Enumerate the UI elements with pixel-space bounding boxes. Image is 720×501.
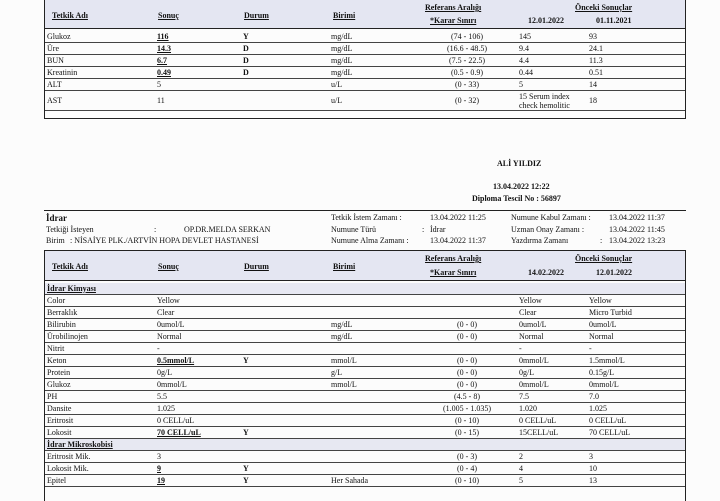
previous-result-2: 93 [587,31,685,43]
top-header-name: Tetkik Adı [52,11,88,20]
test-reference [417,343,517,355]
previous-result-1: 9.4 [517,43,587,55]
test-reference: (0 - 15) [417,427,517,439]
accept-label: Numune Kabul Zamanı : [511,213,591,222]
test-result: 70 CELL/uL [155,427,241,439]
test-reference: (0 - 0) [417,319,517,331]
previous-result-2: 18 [587,91,685,111]
previous-result-2: 0 CELL/uL [587,415,685,427]
test-status [241,295,329,307]
table-row [45,307,685,319]
sample-take-value: 13.04.2022 11:37 [430,236,486,245]
test-status: Y [241,475,329,487]
previous-result-1: Clear [517,307,587,319]
previous-result-2: 0umol/L [587,319,685,331]
req-time-label: Tetkik İstem Zamanı : [331,213,402,222]
top-results-table [45,31,685,111]
test-unit [329,451,417,463]
table-row [45,403,685,415]
test-reference: (0 - 32) [417,91,517,111]
sample-take-label: Numune Alma Zamanı : [331,236,409,245]
bottom-header-date2: 12.01.2022 [596,268,632,277]
table-row [45,379,685,391]
test-name: Nitrit [45,343,155,355]
test-result: 5 [155,79,241,91]
previous-result-1: 4 [517,463,587,475]
test-status [241,307,329,319]
info-top-rule [44,210,686,211]
test-name: Berraklık [45,307,155,319]
previous-result-2: 24.1 [587,43,685,55]
table-row [45,331,685,343]
previous-result-2: 0.51 [587,67,685,79]
test-status: Y [241,463,329,475]
requester-value: OP.DR.MELDA SERKAN [184,225,271,234]
previous-result-1: 15 Serum index check hemolitic [517,91,587,111]
test-name: Glukoz [45,379,155,391]
top-header-ref: Referans Aralığı [425,3,482,12]
test-status [241,91,329,111]
previous-result-2: Micro Turbid [587,307,685,319]
test-unit: mmol/L [329,379,417,391]
previous-result-2: 3 [587,451,685,463]
previous-result-2: 13 [587,475,685,487]
test-reference: (0 - 0) [417,331,517,343]
test-result: 0umol/L [155,319,241,331]
test-reference: (0 - 0) [417,355,517,367]
test-name: Keton [45,355,155,367]
previous-result-1: 2 [517,451,587,463]
top-header-unit: Birimi [333,11,356,20]
test-result: 1.025 [155,403,241,415]
table-row [45,415,685,427]
test-unit: mg/dL [329,31,417,43]
test-unit: mg/dL [329,319,417,331]
previous-result-1: 145 [517,31,587,43]
sample-type-sep: : [422,225,425,234]
test-status: Y [241,427,329,439]
test-status [241,319,329,331]
previous-result-1: Normal [517,331,587,343]
bottom-header-result: Sonuç [158,262,179,271]
test-unit: u/L [329,91,417,111]
test-unit [329,427,417,439]
test-result: 3 [155,451,241,463]
previous-result-2: 0.15g/L [587,367,685,379]
previous-result-1: 0mmol/L [517,379,587,391]
test-unit: Her Sahada [329,475,417,487]
top-header-decision: *Karar Sınırı [430,16,477,25]
previous-result-1: 0mmol/L [517,355,587,367]
test-result: Clear [155,307,241,319]
top-header-rule [45,28,685,29]
test-status [241,79,329,91]
test-name: Protein [45,367,155,379]
previous-result-2: 1.5mmol/L [587,355,685,367]
previous-result-1: 15CELL/uL [517,427,587,439]
previous-result-2: Yellow [587,295,685,307]
table-row [45,427,685,439]
test-result: 9 [155,463,241,475]
table-row [45,79,685,91]
req-time-value: 13.04.2022 11:25 [430,213,486,222]
test-status [241,331,329,343]
previous-result-2: - [587,343,685,355]
previous-result-1: 0umol/L [517,319,587,331]
previous-result-1: 1.020 [517,403,587,415]
test-name: Kreatinin [45,67,155,79]
bottom-header-date1: 14.02.2022 [528,268,564,277]
test-name: BUN [45,55,155,67]
previous-result-2: 14 [587,79,685,91]
top-header-status: Durum [244,11,269,20]
test-status: D [241,55,329,67]
previous-result-1: 0.44 [517,67,587,79]
test-reference: (74 - 106) [417,31,517,43]
protocol-no: Diploma Tescil No : 56897 [472,194,561,203]
test-reference: (4.5 - 8) [417,391,517,403]
top-header-result: Sonuç [158,11,179,20]
test-result: Normal [155,331,241,343]
previous-result-2: 70 CELL/uL [587,427,685,439]
test-reference: (0 - 0) [417,379,517,391]
test-unit: u/L [329,79,417,91]
test-unit [329,403,417,415]
test-reference: (0 - 0) [417,367,517,379]
test-name: Dansite [45,403,155,415]
test-reference: (1.005 - 1.035) [417,403,517,415]
print-sep: : [600,236,603,245]
test-name: Eritrosit [45,415,155,427]
test-unit: g/L [329,367,417,379]
test-name: PH [45,391,155,403]
previous-result-1: 0 CELL/uL [517,415,587,427]
bottom-header-name: Tetkik Adı [52,262,88,271]
previous-result-2: 11.3 [587,55,685,67]
print-value: 13.04.2022 13:23 [609,236,666,245]
bottom-header-unit: Birimi [333,262,356,271]
test-result: 0.49 [155,67,241,79]
test-result: 19 [155,475,241,487]
test-reference: (0 - 3) [417,451,517,463]
top-header-date1: 12.01.2022 [528,16,564,25]
test-status [241,367,329,379]
requester-sep: : [154,225,157,234]
previous-result-2: Normal [587,331,685,343]
test-result: - [155,343,241,355]
test-unit: mg/dL [329,67,417,79]
test-unit: mmol/L [329,355,417,367]
test-status [241,415,329,427]
test-status [241,343,329,355]
test-status [241,403,329,415]
table-row [45,343,685,355]
previous-result-1: Yellow [517,295,587,307]
unit-value: : NİSAİYE PLK./ARTVİN HOPA DEVLET HASTANESİ [70,236,259,245]
test-result: 14.3 [155,43,241,55]
test-name: Color [45,295,155,307]
approve-value: 13.04.2022 11:45 [609,225,665,234]
accept-value: 13.04.2022 11:37 [609,213,665,222]
table-row [45,355,685,367]
test-name: Ürobilinojen [45,331,155,343]
test-result: Yellow [155,295,241,307]
sample-type-label: Numune Türü [331,225,376,234]
previous-result-2: 7.0 [587,391,685,403]
unit-label: Birim [46,236,65,245]
table-row [45,67,685,79]
test-unit: mg/dL [329,43,417,55]
test-status: Y [241,31,329,43]
patient-datetime: 13.04.2022 12:22 [493,182,550,191]
test-result: 116 [155,31,241,43]
table-row [45,463,685,475]
table-row [45,295,685,307]
test-reference: (0 - 4) [417,463,517,475]
test-result: 0mmol/L [155,379,241,391]
group-urine-microscopy-label: İdrar Mikroskobisi [45,439,685,451]
test-unit [329,415,417,427]
group-urine-chemistry [45,283,685,295]
previous-result-2: 1.025 [587,403,685,415]
test-unit [329,307,417,319]
bottom-header-status: Durum [244,262,269,271]
test-result: 5.5 [155,391,241,403]
table-row [45,43,685,55]
test-status: D [241,43,329,55]
previous-result-1: 0g/L [517,367,587,379]
patient-name: ALİ YILDIZ [497,159,542,168]
test-reference: (0.5 - 0.9) [417,67,517,79]
table-row [45,31,685,43]
test-result: 0.5mmol/L [155,355,241,367]
bottom-header-previous: Önceki Sonuçlar [575,254,633,263]
test-status: Y [241,355,329,367]
test-name: Üre [45,43,155,55]
test-reference [417,307,517,319]
test-unit: mg/dL [329,331,417,343]
test-unit [329,295,417,307]
test-name: AST [45,91,155,111]
table-row [45,55,685,67]
sample-type-value: İdrar [430,225,446,234]
previous-result-2: 0mmol/L [587,379,685,391]
test-name: Bilirubin [45,319,155,331]
bottom-header-ref: Referans Aralığı [425,254,482,263]
test-status: D [241,67,329,79]
test-unit [329,463,417,475]
test-unit: mg/dL [329,55,417,67]
top-header-date2: 01.11.2021 [596,16,632,25]
test-reference: (7.5 - 22.5) [417,55,517,67]
bottom-results-table [45,283,685,487]
test-unit [329,391,417,403]
table-row [45,475,685,487]
test-reference [417,295,517,307]
previous-result-1: - [517,343,587,355]
group-urine-microscopy [45,439,685,451]
test-name: Epitel [45,475,155,487]
test-reference: (0 - 10) [417,475,517,487]
table-row [45,391,685,403]
table-row [45,319,685,331]
previous-result-1: 7.5 [517,391,587,403]
test-result: 0g/L [155,367,241,379]
table-row [45,367,685,379]
previous-result-2: 10 [587,463,685,475]
test-name: Glukoz [45,31,155,43]
test-reference: (0 - 33) [417,79,517,91]
print-label: Yazdırma Zamanı [511,236,569,245]
table-row [45,451,685,463]
group-urine-chemistry-label: İdrar Kimyası [45,283,685,295]
test-name: Lokosit Mik. [45,463,155,475]
test-result: 11 [155,91,241,111]
test-unit [329,343,417,355]
test-status [241,391,329,403]
requester-label: Tetkiği İsteyen [46,225,94,234]
test-status [241,379,329,391]
top-header-previous: Önceki Sonuçlar [575,3,633,12]
previous-result-1: 5 [517,475,587,487]
test-name: ALT [45,79,155,91]
test-status [241,451,329,463]
previous-result-1: 4.4 [517,55,587,67]
test-name: Lokosit [45,427,155,439]
test-reference: (16.6 - 48.5) [417,43,517,55]
bottom-header-decision: *Karar Sınırı [430,268,477,277]
section-title: İdrar [46,213,67,223]
test-reference: (0 - 10) [417,415,517,427]
test-name: Eritrosit Mik. [45,451,155,463]
test-result: 0 CELL/uL [155,415,241,427]
table-row [45,91,685,111]
approve-label: Uzman Onay Zamanı : [511,225,585,234]
bottom-header-rule [45,280,685,281]
previous-result-1: 5 [517,79,587,91]
test-result: 6.7 [155,55,241,67]
